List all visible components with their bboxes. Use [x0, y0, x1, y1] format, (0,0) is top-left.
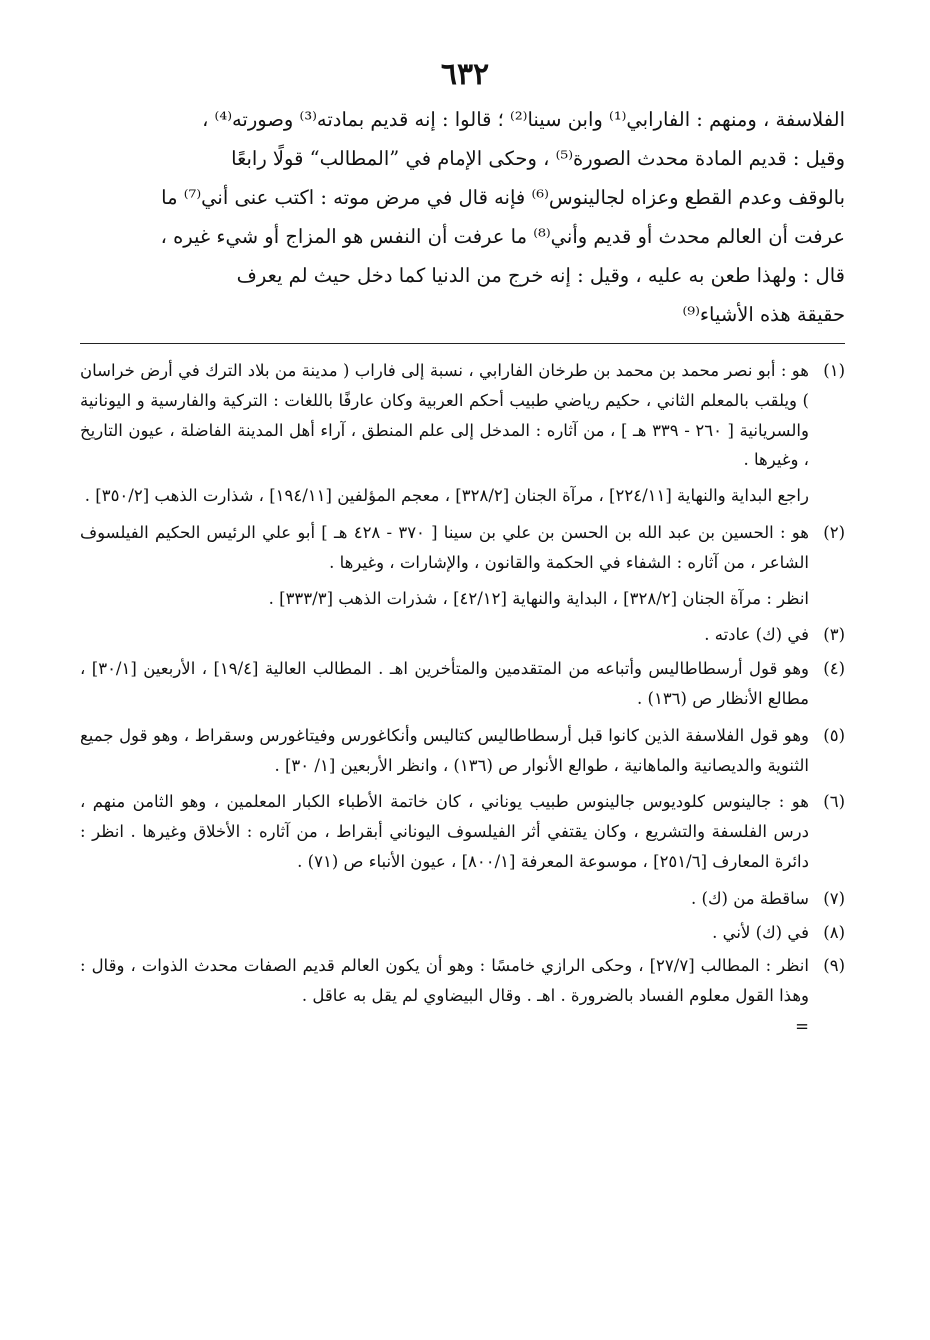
footnote-7	[80, 884, 845, 914]
footnote-8	[80, 918, 845, 948]
footnote-4	[80, 654, 845, 714]
footnote-number: (١)	[823, 361, 845, 380]
main-line: الفلاسفة ، ومنهم : الفارابي⁽¹⁾ وابن سينا⁽²⁾ ؛ قالوا : إنه قديم بمادته⁽³⁾ وصورته⁽⁴⁾ ،	[202, 108, 845, 131]
footnote-number: (٦)	[823, 792, 845, 812]
main-line: عرفت أن العالم محدث أو قديم وأني⁽⁸⁾ ما عرفت أن النفس هو المزاج أو شيء غيره ،	[160, 225, 845, 248]
footnote-number: (٣)	[823, 625, 845, 645]
footnote-separator	[80, 343, 845, 344]
footnote-number: (٨)	[823, 922, 845, 942]
page-number: ٦٣٢	[440, 57, 490, 92]
footnote-number: (٢)	[823, 522, 845, 542]
footnote-text: هو : جالينوس كلوديوس جالينوس طبيب يوناني ، كان خاتمة الأطباء الكبار المعلمين ، وهو الثامن منهم ، درس الفلسفة والتشريع ، وكان يقتفي أثر الفيلسوف اليوناني أبقراط ، من آثاره : الأخلاق وغيرها . انظر : دائرة المعارف [٢٥١/٦] ، موسوعة المعرفة [٨٠٠/١] ، عيون الأنباء ص (٧١) .	[80, 792, 809, 871]
footnote-number: (٤)	[823, 659, 845, 679]
main-text	[80, 100, 845, 334]
footnote-text: ساقطة من (ك) .	[691, 888, 809, 908]
main-line: وقيل : قديم المادة محدث الصورة⁽⁵⁾ ، وحكى الإمام في ”المطالب“ قولًا رابعًا	[231, 147, 845, 170]
footnote-text: في (ك) عادته .	[704, 625, 809, 645]
footnote-2	[80, 518, 845, 613]
footnote-text: هو : الحسين بن عبد الله بن الحسن بن علي بن سينا [ ٣٧٠ - ٤٢٨ هـ ] أبو علي الرئيس الحكيم الفيلسوف الشاعر ، من آثاره : الشفاء في الحكمة والقانون ، والإشارات ، وغيرها .	[80, 522, 809, 572]
footnotes	[80, 356, 845, 1039]
footnote-text: وهو قول أرسطاطاليس وأتباعه من المتقدمين والمتأخرين اهـ . المطالب العالية [١٩/٤] ، الأربعين [٣٠/١] ، مطالع الأنظار ص (١٣٦) .	[80, 659, 809, 708]
footnote-1	[80, 356, 845, 511]
main-line: بالوقف وعدم القطع وعزاه لجالينوس⁽⁶⁾ فإنه قال في مرض موته : اكتب عنى أني⁽⁷⁾ ما	[161, 186, 845, 209]
footnote-6	[80, 787, 845, 876]
footnote-3	[80, 620, 845, 650]
footnote-number: (٥)	[823, 725, 845, 745]
footnote-5	[80, 721, 845, 781]
footnote-text: هو : أبو نصر محمد بن محمد بن طرخان الفارابي ، نسبة إلى فاراب ( مدينة من بلاد الترك في أرض خراسان ) ويلقب بالمعلم الثاني ، حكيم رياضي طبيب أحكم العربية وكان عارفًا باللغات : التركية والفارسية و اليونانية والسريانية [ ٢٦٠ - ٣٣٩ هـ ] ، من آثاره : المدخل إلى علم المنطق ، آراء أهل المدينة الفاضلة ، عيون التاريخ ، وغيرها .	[80, 361, 809, 470]
main-line: حقيقة هذه الأشياء⁽⁹⁾	[682, 303, 845, 326]
continuation-mark: =	[795, 1016, 809, 1036]
footnote-number: (٩)	[823, 956, 845, 976]
main-line: قال : ولهذا طعن به عليه ، وقيل : إنه خرج من الدنيا كما دخل حيث لم يعرف	[236, 264, 845, 287]
footnote-text: وهو قول الفلاسفة الذين كانوا قبل أرسطاطاليس كتاليس وأنكاغورس وفيتاغورس وسقراط ، وهو قول جميع الثنوية والديصانية والماهانية ، طوالع الأنوار ص (١٣٦) ، وانظر الأربعين [١/ ٣٠] .	[80, 725, 809, 775]
footnote-references: انظر : مرآة الجنان [٣٢٨/٢] ، البداية والنهاية [٤٢/١٢] ، شذرات الذهب [٣٣٣/٣] .	[268, 588, 809, 608]
footnote-text: انظر : المطالب [٢٧/٧] ، وحكى الرازي خامسًا : وهو أن يكون العالم قديم الصفات محدث الذوات ، وقال : وهذا القول معلوم الفساد بالضرورة . اهـ . وقال البيضاوي لم يقل به عاقل .	[80, 956, 809, 1006]
footnote-text: في (ك) لأني .	[712, 922, 809, 942]
footnote-9	[80, 951, 845, 1011]
footnote-references: راجع البداية والنهاية [٢٢٤/١١] ، مرآة الجنان [٣٢٨/٢] ، معجم المؤلفين [١٩٤/١١] ، شذارت الذهب [٣٥٠/٢] .	[84, 486, 809, 506]
footnote-number: (٧)	[823, 888, 845, 908]
